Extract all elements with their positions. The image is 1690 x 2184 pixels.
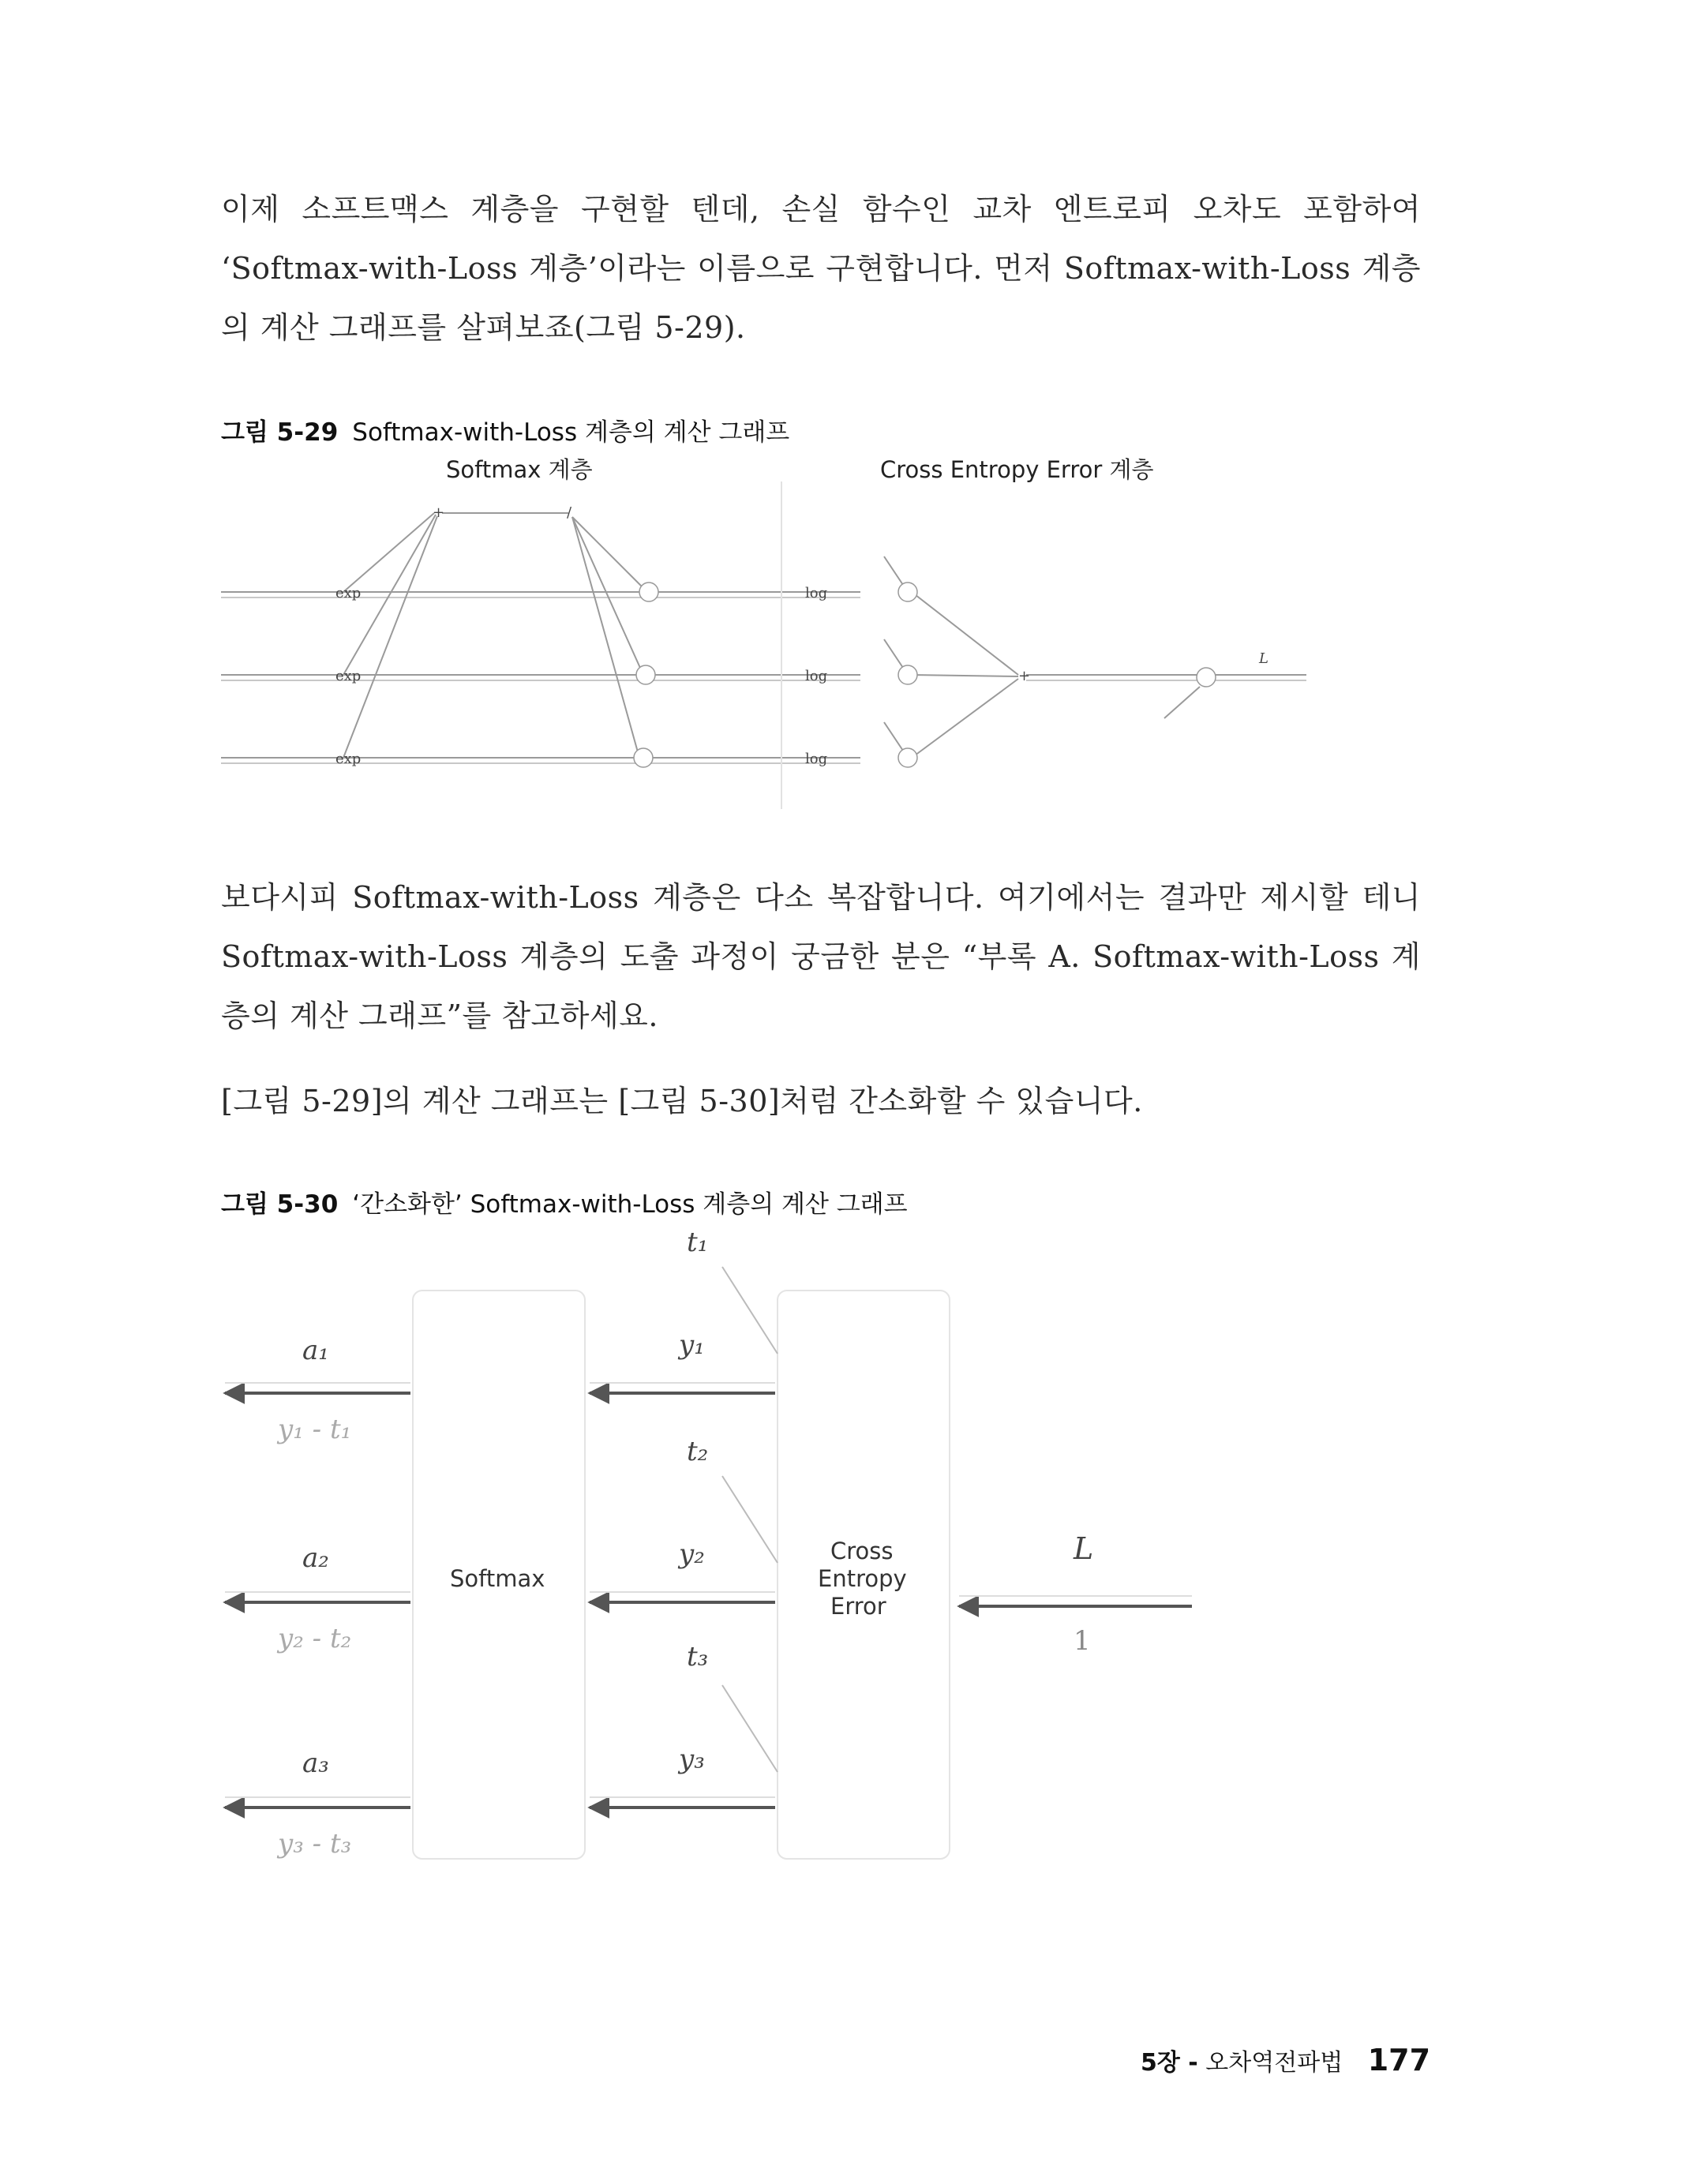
grad-label-1: y₁ - t₁ [278,1414,352,1445]
softmax-layer-label: Softmax 계층 [446,456,593,483]
page-number: 177 [1367,2043,1431,2077]
paragraph-explanation: 보다시피 Softmax-with-Loss 계층은 다소 복잡합니다. 여기에서는 결과만 제시할 테니 Softmax-with-Loss 계층의 도출 과정이 궁금한 분은 “부록 A. Softmax-with-Loss 계층의 계산 그래프”를 참고하세요. [221,880,1421,1033]
page-footer [1141,2043,1430,2077]
sum-node: + [433,504,445,521]
paragraph-simplify: [그림 5-29]의 계산 그래프는 [그림 5-30]처럼 간소화할 수 있습니다. [221,1084,1143,1118]
loss-output-label: L [1259,650,1268,667]
figure-title: ‘간소화한’ Softmax-with-Loss 계층의 계산 그래프 [352,1190,908,1219]
forward-lines [225,1383,1192,1797]
loss-L-label: L [1074,1531,1094,1566]
cee-sum-node: + [1018,668,1031,684]
cee-layer-label: Cross Entropy Error 계층 [880,456,1154,483]
a3-label: a₃ [302,1748,329,1779]
softmax-box-label: Softmax [450,1565,545,1592]
figure-number: 그림 5-29 [221,418,339,447]
one-label: 1 [1074,1625,1091,1657]
log-node-2: log [805,668,828,684]
cee-box-label-1: Cross [830,1538,894,1564]
grad-label-3: y₃ - t₃ [278,1828,352,1860]
t3-label: t₃ [687,1641,709,1673]
grad-label-2: y₂ - t₂ [278,1623,352,1654]
figure-number: 그림 5-30 [221,1190,339,1219]
y1-label: y₁ [679,1329,705,1361]
log-node-3: log [805,751,828,767]
figure-title: Softmax-with-Loss 계층의 계산 그래프 [352,418,790,447]
log-node-1: log [805,585,828,601]
t1-label: t₁ [687,1227,709,1258]
left-arrows [225,1393,1192,1808]
t-input-lines [722,1267,778,1772]
t2-label: t₂ [687,1436,709,1467]
graph-labels [276,1227,1093,1860]
y3-label: y₃ [679,1744,705,1775]
exp-node-2: exp [335,668,362,684]
chapter-number: 5장 - [1141,2049,1198,2077]
cee-box-label-2: Entropy [818,1565,907,1592]
chapter-title: 오차역전파법 [1205,2049,1343,2077]
paragraph-intro: 이제 소프트맥스 계층을 구현할 텐데, 손실 함수인 교차 엔트로피 오차도 포함하여 ‘Softmax-with-Loss 계층’이라는 이름으로 구현합니다. 먼저 Softmax-with-Loss 계층의 계산 그래프를 살펴보죠(그림 5-29). [221,192,1421,345]
a2-label: a₂ [302,1542,329,1574]
divide-node: / [567,504,572,521]
y2-label: y₂ [679,1538,705,1570]
a1-label: a₁ [302,1335,329,1366]
exp-node-3: exp [335,751,362,767]
cee-box-label-3: Error [830,1593,886,1620]
exp-node-1: exp [335,585,362,601]
